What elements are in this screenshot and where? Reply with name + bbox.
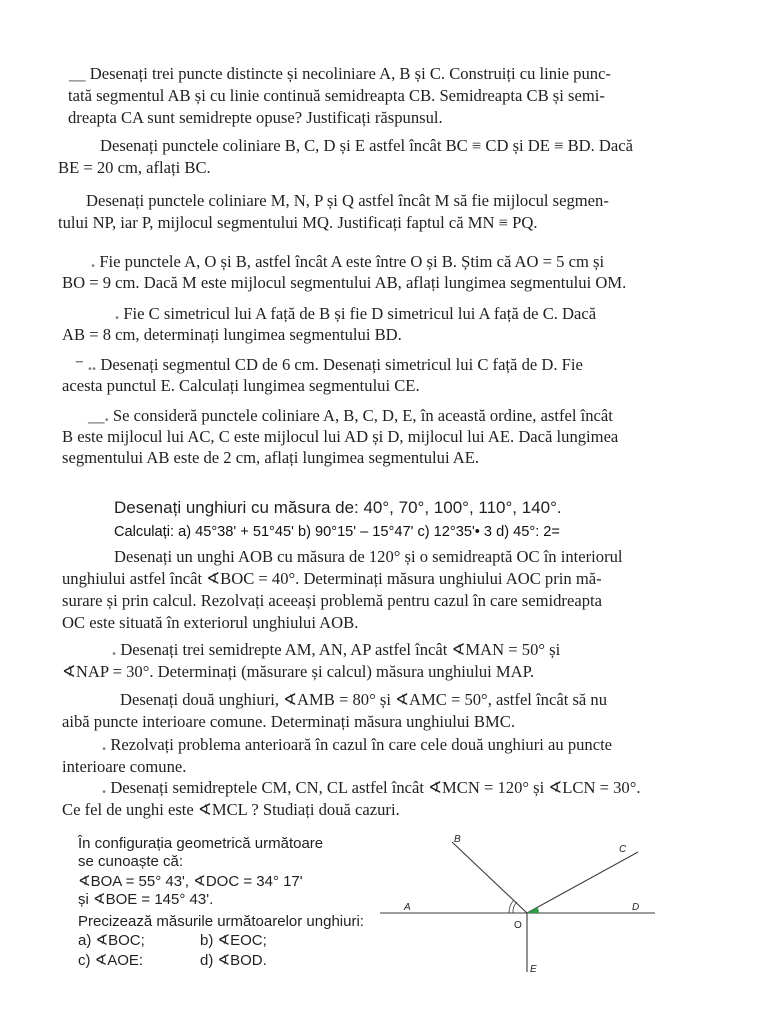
angle-problem-3-line-2: aibă puncte interioare comune. Determinați măsura unghiului BMC. xyxy=(62,712,515,731)
config-given-1: ∢BOA = 55° 43', ∢DOC = 34° 17' xyxy=(78,873,303,890)
config-given-2: și ∢BOE = 145° 43'. xyxy=(78,891,214,908)
angle-problem-2-marker: . xyxy=(112,640,117,659)
angle-problem-4-line-2: interioare comune. xyxy=(62,757,187,776)
angle-problem-1-line-3: surare și prin calcul. Rezolvați aceeași problemă pentru cazul în care semidreapta xyxy=(62,591,602,610)
problem-7-line-1: Se consideră punctele coliniare A, B, C, D, E, în această ordine, astfel încât xyxy=(112,406,613,425)
problem-5-line-1: Fie C simetricul lui A față de B și fie D simetricul lui A față de C. Dacă xyxy=(123,304,597,323)
angles-header-text: Desenați unghiuri cu măsura de: 40°, 70°, 100°, 110°, 140°. xyxy=(114,498,562,517)
angle-problem-1-line-1: Desenați un unghi AOB cu măsura de 120° și o semidreaptă OC în interiorul xyxy=(114,547,623,566)
angle-problem-2-line-1: Desenați trei semidrepte AM, AN, AP astfel încât ∢MAN = 50° și xyxy=(120,640,561,659)
ray-ob xyxy=(452,842,527,913)
label-a: A xyxy=(404,902,411,913)
label-e: E xyxy=(530,964,537,975)
problem-1-line-2: tată segmentul AB și cu linie continuă semidreapta CB. Semidreapta CB și semi- xyxy=(68,86,605,105)
label-o: O xyxy=(514,920,522,931)
angle-problem-5-line-2: Ce fel de unghi este ∢MCL ? Studiați două cazuri. xyxy=(62,800,400,819)
problem-3-line-1: Desenați punctele coliniare M, N, P și Q astfel încât M să fie mijlocul segmen- xyxy=(86,191,609,210)
problem-1-marker: __ xyxy=(69,64,86,83)
angle-problem-2-line-2: ∢NAP = 30°. Determinați (măsurare și calcul) măsura unghiului MAP. xyxy=(62,662,535,681)
angle-problem-3-line-1: Desenați două unghiuri, ∢AMB = 80° și ∢AMC = 50°, astfel încât să nu xyxy=(120,690,608,709)
config-item-b: b) ∢EOC; xyxy=(200,932,267,949)
label-b: B xyxy=(454,834,461,845)
problem-5-marker: . xyxy=(115,304,120,323)
problem-6-marker: ⁻ .. xyxy=(75,355,97,374)
problem-7-line-3: segmentului AB este de 2 cm, aflați lungimea segmentului AE. xyxy=(62,448,480,467)
calculate-line-text: Calculați: a) 45°38' + 51°45' b) 90°15' – 15°47' c) 12°35'• 3 d) 45°: 2= xyxy=(114,524,560,540)
config-item-c: c) ∢AOE: xyxy=(78,952,144,969)
problem-2-line-1: Desenați punctele coliniare B, C, D și E astfel încât BC ≡ CD și DE ≡ BD. Dacă xyxy=(100,136,634,155)
angle-problem-5-line-1: Desenați semidreptele CM, CN, CL astfel încât ∢MCN = 120° și ∢LCN = 30°. xyxy=(110,778,641,797)
config-item-a: a) ∢BOC; xyxy=(78,932,145,949)
problem-4-line-2: BO = 9 cm. Dacă M este mijlocul segmentului AB, aflați lungimea segmentului OM. xyxy=(62,273,627,292)
problem-7-line-2: B este mijlocul lui AC, C este mijlocul lui AD și D, mijlocul lui AE. Dacă lungimea xyxy=(62,427,619,446)
config-item-d: d) ∢BOD. xyxy=(200,952,267,969)
problem-7-marker: __. xyxy=(88,406,109,425)
problem-4-line-1: Fie punctele A, O și B, astfel încât A este între O și B. Știm că AO = 5 cm și xyxy=(99,252,605,271)
problem-1-line-3: dreapta CA sunt semidrepte opuse? Justificați răspunsul. xyxy=(68,108,443,127)
problem-4-marker: . xyxy=(91,252,96,271)
problem-6-line-1: Desenați segmentul CD de 6 cm. Desenați simetricul lui C față de D. Fie xyxy=(100,355,583,374)
problem-2-line-2: BE = 20 cm, aflați BC. xyxy=(58,158,211,177)
problem-6-line-2: acesta punctul E. Calculați lungimea segmentului CE. xyxy=(62,376,420,395)
angle-problem-4-line-1: Rezolvați problema anterioară în cazul în care cele două unghiuri au puncte xyxy=(110,735,613,754)
problem-1-line-1: Desenați trei puncte distincte și necoliniare A, B și C. Construiți cu linie punc- xyxy=(89,64,611,83)
label-d: D xyxy=(632,902,640,913)
angle-problem-5-marker: . xyxy=(102,778,107,797)
problem-5-line-2: AB = 8 cm, determinați lungimea segmentului BD. xyxy=(62,325,402,344)
angle-arc-doc xyxy=(527,907,539,913)
angle-problem-1-line-4: OC este situată în exteriorul unghiului AOB. xyxy=(62,613,359,632)
config-intro-1: În configurația geometrică următoare xyxy=(78,835,324,852)
angle-problem-1-line-2: unghiului astfel încât ∢BOC = 40°. Determinați măsura unghiului AOC prin mă- xyxy=(62,569,602,588)
angle-problem-4-marker: . xyxy=(102,735,107,754)
problem-3-line-2: tului NP, iar P, mijlocul segmentului MQ. Justificați faptul că MN ≡ PQ. xyxy=(58,213,538,232)
config-question: Precizează măsurile următoarelor unghiuri: xyxy=(78,913,364,930)
config-intro-2: se cunoaște că: xyxy=(78,853,184,870)
label-c: C xyxy=(619,844,627,855)
ray-oc xyxy=(527,852,638,913)
